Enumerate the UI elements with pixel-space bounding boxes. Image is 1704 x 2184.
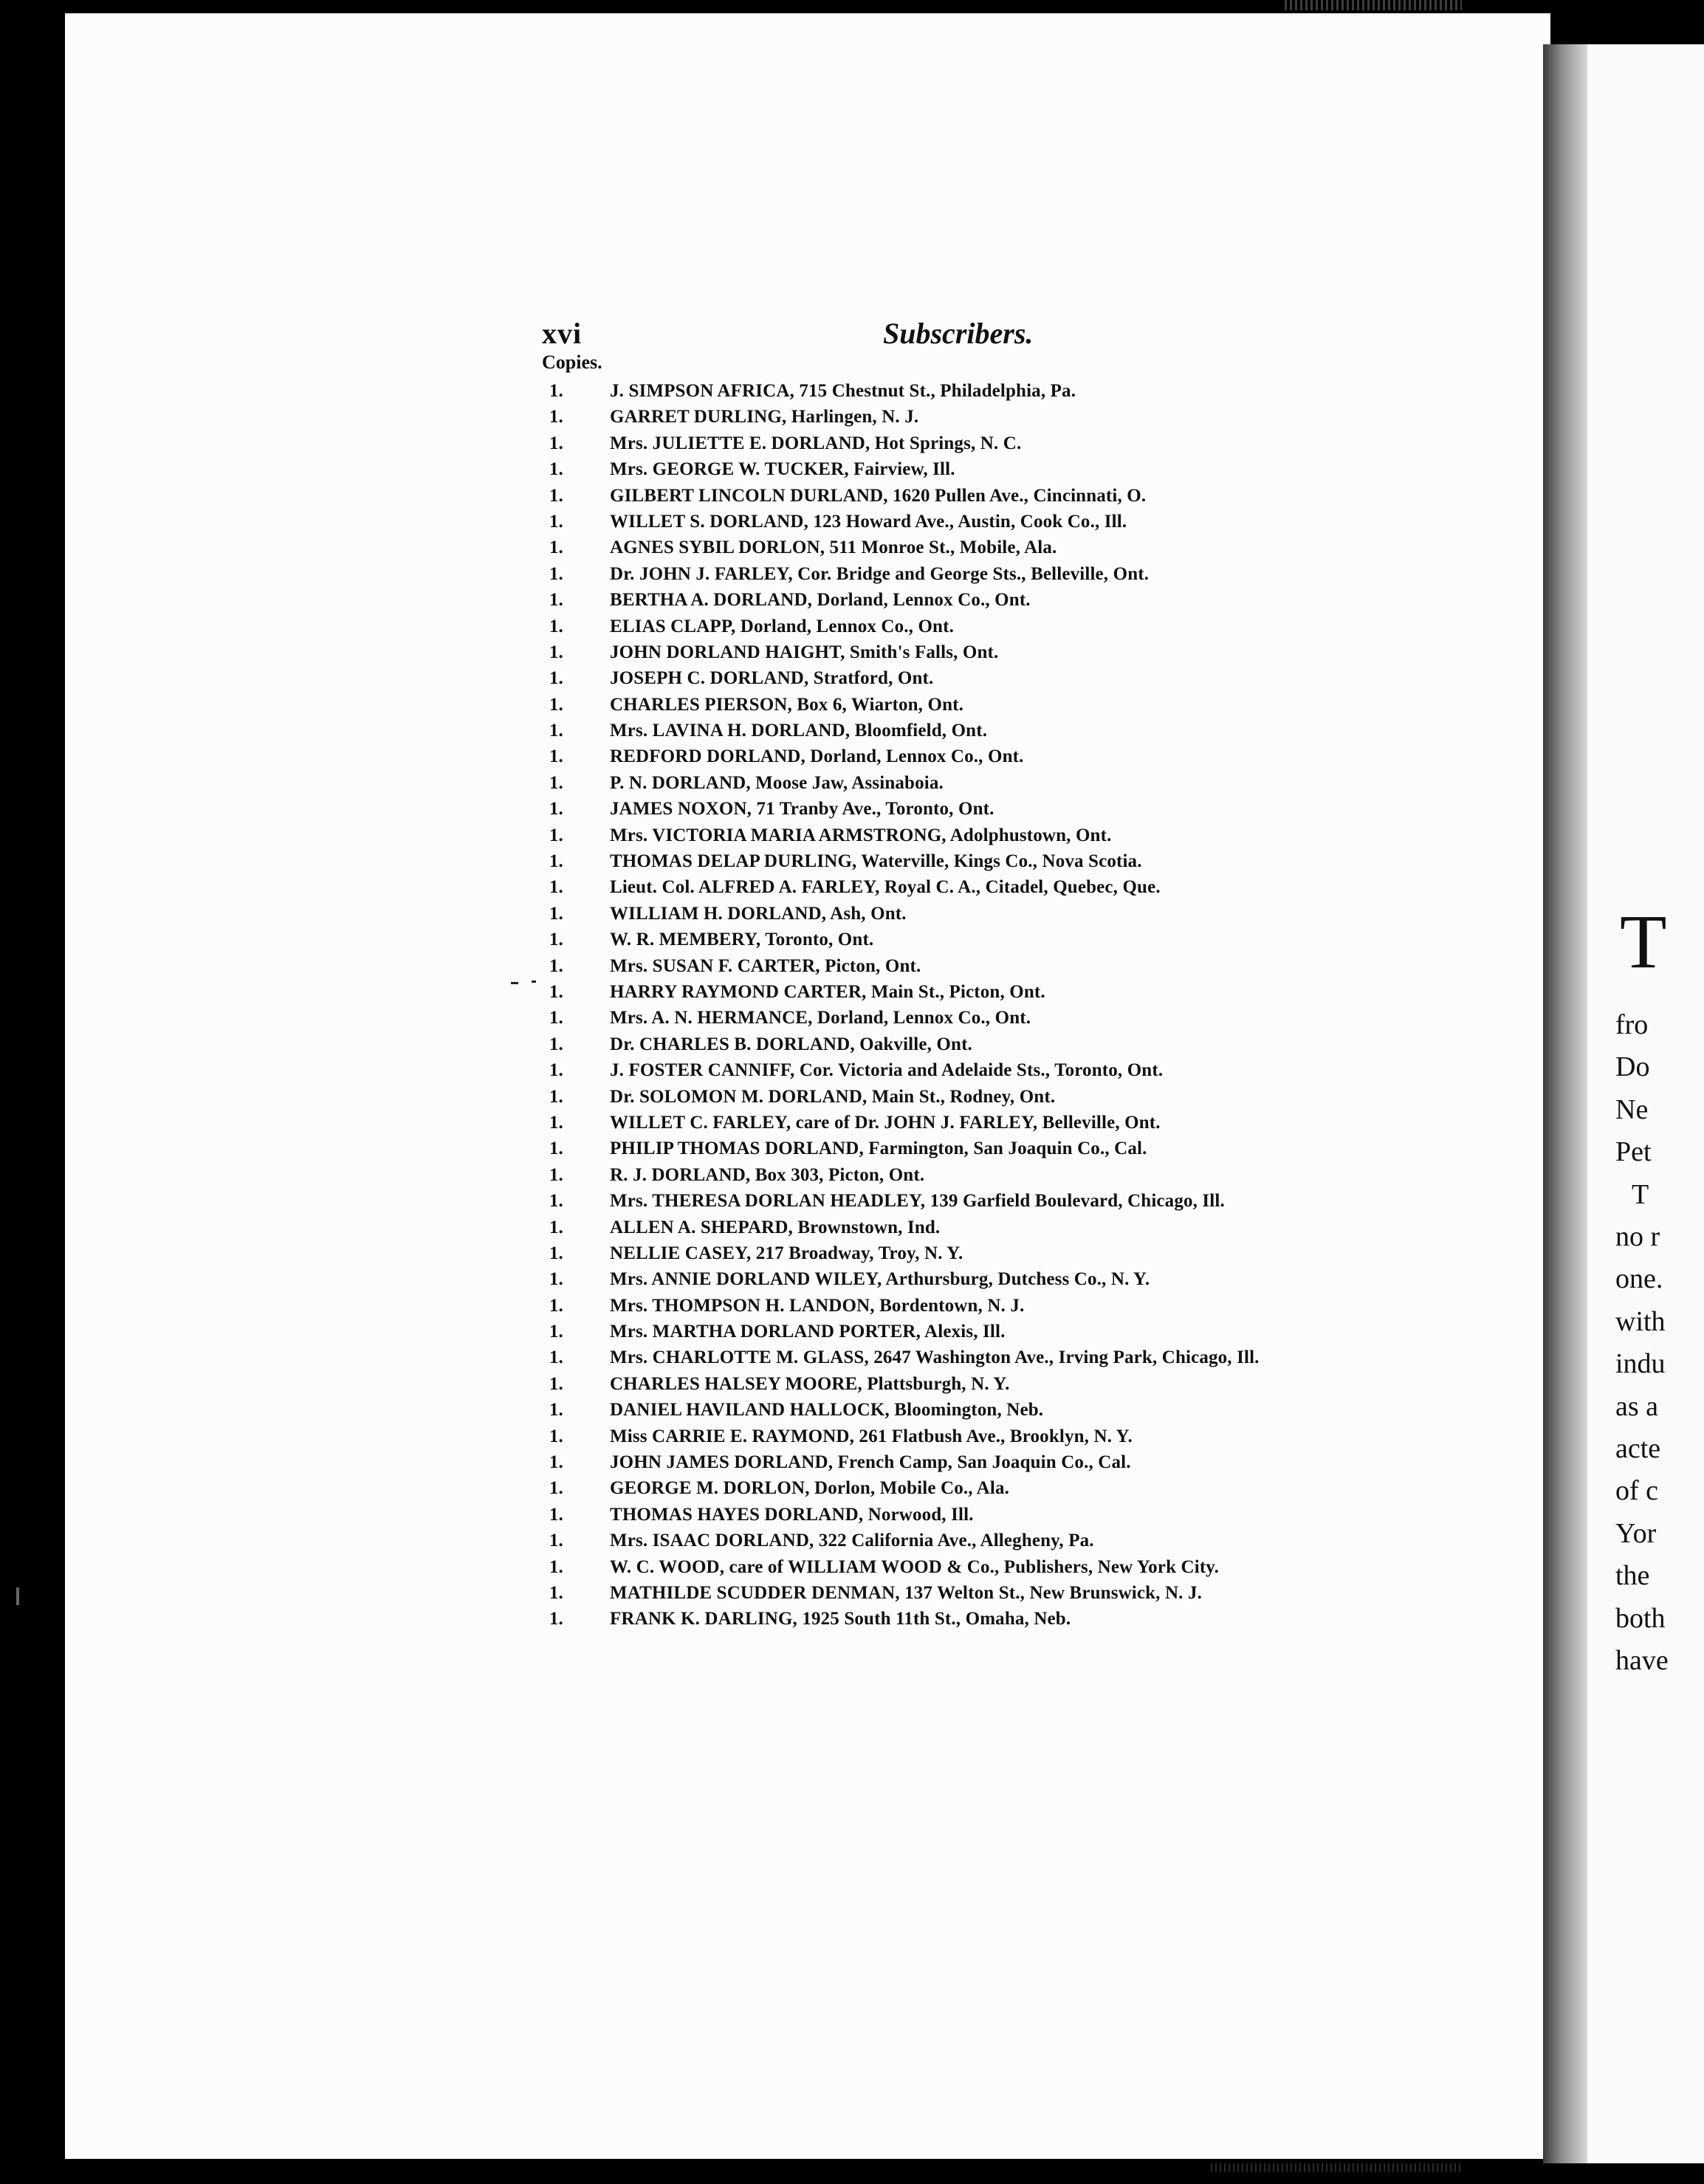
- copies-count: 1.: [549, 1295, 563, 1316]
- speck: [511, 982, 518, 984]
- subscriber-text: Mrs. GEORGE W. TUCKER, Fairview, Ill.: [610, 459, 955, 480]
- subscriber-text: Mrs. A. N. HERMANCE, Dorland, Lennox Co., Ont.: [610, 1008, 1031, 1029]
- subscriber-entry: [549, 901, 1509, 927]
- subscriber-entry: [549, 1554, 1509, 1580]
- copies-count: 1.: [549, 1269, 563, 1290]
- copies-count: 1.: [549, 1112, 563, 1133]
- copies-count: 1.: [549, 1400, 563, 1421]
- facing-page-line: both: [1615, 1602, 1666, 1634]
- copies-count: 1.: [549, 1556, 563, 1577]
- subscriber-text: Mrs. MARTHA DORLAND PORTER, Alexis, Ill.: [610, 1322, 1006, 1342]
- page-number: xvi: [542, 317, 583, 350]
- subscriber-text: Dr. JOHN J. FARLEY, Cor. Bridge and George Sts., Belleville, Ont.: [610, 563, 1150, 584]
- copies-count: 1.: [549, 590, 563, 611]
- binding-gutter: [1543, 44, 1587, 2163]
- copies-count: 1.: [549, 1504, 563, 1525]
- facing-page-line: have: [1615, 1645, 1669, 1677]
- subscriber-text: HARRY RAYMOND CARTER, Main St., Picton, Ont.: [610, 981, 1045, 1002]
- copies-count: 1.: [549, 1609, 563, 1630]
- subscriber-text: Mrs. LAVINA H. DORLAND, Bloomfield, Ont.: [610, 721, 988, 741]
- copies-count: 1.: [549, 1531, 563, 1551]
- subscriber-entry: [549, 1084, 1509, 1110]
- subscriber-entry: [549, 874, 1509, 900]
- copies-column-label: Copies.: [542, 351, 602, 373]
- subscriber-text: FRANK K. DARLING, 1925 South 11th St., Omaha, Neb.: [610, 1609, 1071, 1630]
- copies-count: 1.: [549, 1243, 563, 1263]
- subscriber-entry: [549, 1266, 1509, 1292]
- subscriber-entry: [549, 796, 1509, 822]
- facing-page-line: of c: [1615, 1475, 1659, 1507]
- copies-count: 1.: [549, 1582, 563, 1603]
- subscriber-entry: [549, 456, 1509, 482]
- subscriber-entry: [549, 1502, 1509, 1528]
- facing-page-line: T: [1632, 1178, 1649, 1210]
- subscriber-text: Mrs. SUSAN F. CARTER, Picton, Ont.: [610, 955, 921, 976]
- subscriber-entry: [549, 1528, 1509, 1553]
- subscriber-text: JAMES NOXON, 71 Tranby Ave., Toronto, Ont.: [610, 799, 994, 820]
- drop-cap: T: [1620, 899, 1667, 984]
- subscriber-list: [549, 378, 1509, 1632]
- copies-count: 1.: [549, 1217, 563, 1237]
- subscriber-entry: [549, 639, 1509, 665]
- copies-count: 1.: [549, 930, 563, 950]
- facing-page-line: acte: [1615, 1433, 1661, 1465]
- subscriber-text: Mrs. ISAAC DORLAND, 322 California Ave., Allegheny, Pa.: [610, 1531, 1094, 1551]
- copies-count: 1.: [549, 459, 563, 480]
- copies-count: 1.: [549, 433, 563, 453]
- subscriber-entry: [549, 823, 1509, 848]
- subscriber-text: JOHN DORLAND HAIGHT, Smith's Falls, Ont.: [610, 642, 999, 662]
- copies-count: 1.: [549, 1139, 563, 1159]
- subscriber-text: DANIEL HAVILAND HALLOCK, Bloomington, Neb.: [610, 1400, 1044, 1421]
- subscriber-text: Mrs. THOMPSON H. LANDON, Bordentown, N. J.: [610, 1295, 1025, 1316]
- facing-page: [1587, 44, 1704, 2163]
- subscriber-entry: [549, 744, 1509, 769]
- subscriber-entry: [549, 378, 1509, 404]
- copies-count: 1.: [549, 772, 563, 793]
- copies-count: 1.: [549, 1478, 563, 1499]
- subscriber-entry: [549, 927, 1509, 952]
- copies-count: 1.: [549, 668, 563, 689]
- copies-count: 1.: [549, 1034, 563, 1054]
- subscriber-text: Mrs. VICTORIA MARIA ARMSTRONG, Adolphustown, Ont.: [610, 825, 1112, 845]
- copies-count: 1.: [549, 1060, 563, 1081]
- subscriber-text: THOMAS HAYES DORLAND, Norwood, Ill.: [610, 1504, 974, 1525]
- subscriber-text: GILBERT LINCOLN DURLAND, 1620 Pullen Ave., Cincinnati, O.: [610, 485, 1147, 506]
- copies-count: 1.: [549, 903, 563, 924]
- subscriber-entry: [549, 770, 1509, 796]
- subscriber-text: AGNES SYBIL DORLON, 511 Monroe St., Mobile, Ala.: [610, 538, 1057, 558]
- copies-count: 1.: [549, 1086, 563, 1107]
- copies-count: 1.: [549, 799, 563, 820]
- subscriber-text: R. J. DORLAND, Box 303, Picton, Ont.: [610, 1164, 925, 1185]
- subscriber-entry: [549, 1188, 1509, 1214]
- subscriber-entry: [549, 1345, 1509, 1370]
- subscriber-entry: [549, 1215, 1509, 1240]
- subscriber-text: ALLEN A. SHEPARD, Brownstown, Ind.: [610, 1217, 941, 1237]
- subscriber-entry: [549, 1293, 1509, 1319]
- subscriber-entry: [549, 953, 1509, 979]
- facing-page-line: the: [1615, 1560, 1650, 1592]
- subscriber-text: MATHILDE SCUDDER DENMAN, 137 Welton St., New Brunswick, N. J.: [610, 1582, 1203, 1603]
- subscriber-entry: [549, 483, 1509, 509]
- copies-count: 1.: [549, 1191, 563, 1212]
- copies-count: 1.: [549, 485, 563, 506]
- facing-page-line: indu: [1615, 1348, 1666, 1380]
- subscriber-entry: [549, 1162, 1509, 1188]
- copies-count: 1.: [549, 1008, 563, 1029]
- subscriber-entry: [549, 979, 1509, 1005]
- subscriber-entry: [549, 1449, 1509, 1475]
- subscriber-text: P. N. DORLAND, Moose Jaw, Assinaboia.: [610, 772, 944, 793]
- subscriber-entry: [549, 1606, 1509, 1632]
- facing-page-line: Do: [1615, 1051, 1650, 1083]
- subscriber-text: WILLET S. DORLAND, 123 Howard Ave., Austin, Cook Co., Ill.: [610, 511, 1127, 532]
- subscriber-text: Mrs. JULIETTE E. DORLAND, Hot Springs, N. C.: [610, 433, 1022, 453]
- subscriber-text: Dr. CHARLES B. DORLAND, Oakville, Ont.: [610, 1034, 972, 1054]
- subscriber-text: Miss CARRIE E. RAYMOND, 261 Flatbush Ave., Brooklyn, N. Y.: [610, 1426, 1133, 1446]
- copies-count: 1.: [549, 746, 563, 767]
- subscriber-entry: [549, 535, 1509, 560]
- facing-page-text: [1615, 1004, 1669, 1683]
- subscriber-text: Mrs. CHARLOTTE M. GLASS, 2647 Washington Ave., Irving Park, Chicago, Ill.: [610, 1347, 1260, 1368]
- speck: [16, 1587, 19, 1605]
- facing-page-line: one.: [1615, 1263, 1663, 1295]
- copies-count: 1.: [549, 511, 563, 532]
- facing-page-line: fro: [1615, 1009, 1649, 1040]
- subscriber-entry: [549, 848, 1509, 874]
- subscriber-text: Mrs. ANNIE DORLAND WILEY, Arthursburg, Dutchess Co., N. Y.: [610, 1269, 1150, 1290]
- subscriber-text: NELLIE CASEY, 217 Broadway, Troy, N. Y.: [610, 1243, 963, 1263]
- subscriber-text: W. C. WOOD, care of WILLIAM WOOD & Co., Publishers, New York City.: [610, 1556, 1219, 1577]
- subscriber-entry: [549, 509, 1509, 535]
- subscriber-entry: [549, 404, 1509, 430]
- subscriber-entry: [549, 561, 1509, 587]
- subscriber-entry: [549, 1031, 1509, 1057]
- subscriber-text: Lieut. Col. ALFRED A. FARLEY, Royal C. A., Citadel, Quebec, Que.: [610, 877, 1161, 898]
- copies-count: 1.: [549, 851, 563, 872]
- facing-page-line: Pet: [1615, 1136, 1652, 1168]
- copies-count: 1.: [549, 1347, 563, 1368]
- copies-count: 1.: [549, 825, 563, 845]
- copies-count: 1.: [549, 1452, 563, 1473]
- subscriber-text: W. R. MEMBERY, Toronto, Ont.: [610, 930, 874, 950]
- copies-count: 1.: [549, 1164, 563, 1185]
- copies-count: 1.: [549, 1426, 563, 1446]
- copies-count: 1.: [549, 407, 563, 427]
- copies-count: 1.: [549, 877, 563, 898]
- subscriber-entry: [549, 1005, 1509, 1031]
- subscriber-text: GARRET DURLING, Harlingen, N. J.: [610, 407, 919, 427]
- page-header: [542, 316, 1059, 360]
- subscriber-text: CHARLES PIERSON, Box 6, Wiarton, Ont.: [610, 694, 964, 715]
- subscriber-entry: [549, 1580, 1509, 1606]
- copies-count: 1.: [549, 955, 563, 976]
- subscriber-entry: [549, 614, 1509, 639]
- copies-count: 1.: [549, 981, 563, 1002]
- copies-count: 1.: [549, 538, 563, 558]
- subscriber-entry: [549, 587, 1509, 613]
- facing-page-line: with: [1615, 1305, 1666, 1337]
- subscriber-text: J. FOSTER CANNIFF, Cor. Victoria and Adelaide Sts., Toronto, Ont.: [610, 1060, 1164, 1081]
- subscriber-entry: [549, 1397, 1509, 1423]
- subscriber-text: JOHN JAMES DORLAND, French Camp, San Joaquin Co., Cal.: [610, 1452, 1131, 1473]
- subscriber-entry: [549, 1240, 1509, 1266]
- copies-count: 1.: [549, 381, 563, 401]
- subscriber-entry: [549, 430, 1509, 456]
- copies-count: 1.: [549, 694, 563, 715]
- copies-count: 1.: [549, 642, 563, 662]
- subscriber-text: Dr. SOLOMON M. DORLAND, Main St., Rodney, Ont.: [610, 1086, 1056, 1107]
- subscriber-text: JOSEPH C. DORLAND, Stratford, Ont.: [610, 668, 934, 689]
- subscriber-text: Mrs. THERESA DORLAN HEADLEY, 139 Garfield Boulevard, Chicago, Ill.: [610, 1191, 1225, 1212]
- subscriber-entry: [549, 1319, 1509, 1345]
- copies-count: 1.: [549, 1373, 563, 1394]
- copies-count: 1.: [549, 721, 563, 741]
- subscriber-entry: [549, 1424, 1509, 1449]
- subscriber-text: ELIAS CLAPP, Dorland, Lennox Co., Ont.: [610, 616, 954, 636]
- facing-page-line: Ne: [1615, 1093, 1649, 1125]
- subscriber-entry: [549, 718, 1509, 744]
- subscriber-text: BERTHA A. DORLAND, Dorland, Lennox Co., Ont.: [610, 590, 1031, 611]
- subscriber-text: WILLIAM H. DORLAND, Ash, Ont.: [610, 903, 907, 924]
- subscriber-entry: [549, 692, 1509, 718]
- subscriber-entry: [549, 665, 1509, 691]
- subscriber-entry: [549, 1475, 1509, 1501]
- subscriber-text: REDFORD DORLAND, Dorland, Lennox Co., Ont.: [610, 746, 1024, 767]
- facing-page-line: Yor: [1615, 1517, 1657, 1549]
- subscriber-text: CHARLES HALSEY MOORE, Plattsburgh, N. Y.: [610, 1373, 1010, 1394]
- copies-count: 1.: [549, 1322, 563, 1342]
- copies-count: 1.: [549, 563, 563, 584]
- subscriber-entry: [549, 1057, 1509, 1083]
- subscriber-text: J. SIMPSON AFRICA, 715 Chestnut St., Philadelphia, Pa.: [610, 381, 1076, 401]
- subscriber-entry: [549, 1371, 1509, 1397]
- subscriber-entry: [549, 1110, 1509, 1136]
- subscriber-text: GEORGE M. DORLON, Dorlon, Mobile Co., Ala.: [610, 1478, 1010, 1499]
- scan-edge-noise-bottom: [1211, 2163, 1462, 2172]
- subscriber-text: PHILIP THOMAS DORLAND, Farmington, San Joaquin Co., Cal.: [610, 1139, 1147, 1159]
- running-title: Subscribers.: [883, 317, 1034, 350]
- scan-edge-noise-top: [1285, 0, 1462, 10]
- subscriber-entry: [549, 1136, 1509, 1161]
- facing-page-line: as a: [1615, 1390, 1659, 1422]
- subscriber-text: THOMAS DELAP DURLING, Waterville, Kings Co., Nova Scotia.: [610, 851, 1142, 872]
- facing-page-line: no r: [1615, 1221, 1660, 1253]
- subscriber-text: WILLET C. FARLEY, care of Dr. JOHN J. FARLEY, Belleville, Ont.: [610, 1112, 1161, 1133]
- copies-count: 1.: [549, 616, 563, 636]
- speck: [532, 981, 536, 983]
